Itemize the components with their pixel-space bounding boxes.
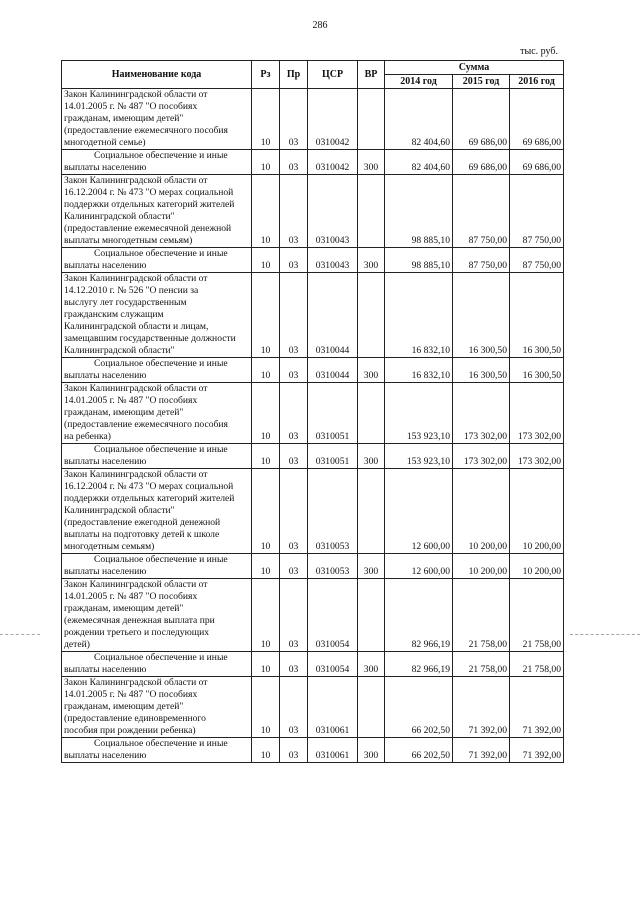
cell-vr: 300	[358, 738, 385, 763]
cell-vr: 300	[358, 358, 385, 383]
cell-rz: 10	[252, 444, 280, 469]
cell-rz: 10	[252, 89, 280, 150]
cell-pr: 03	[280, 444, 308, 469]
header-pr: Пр	[280, 61, 308, 89]
cell-csr: 0310043	[308, 175, 358, 248]
cell-pr: 03	[280, 150, 308, 175]
cell-2016: 69 686,00	[510, 150, 564, 175]
cell-vr	[358, 469, 385, 554]
cell-2014: 12 600,00	[385, 554, 453, 579]
table-row-subitem	[62, 150, 564, 175]
cell-vr: 300	[358, 554, 385, 579]
cell-2015: 71 392,00	[453, 677, 510, 738]
cell-2014: 153 923,10	[385, 383, 453, 444]
budget-table	[61, 60, 564, 763]
cell-rz: 10	[252, 175, 280, 248]
cell-vr	[358, 677, 385, 738]
cell-csr: 0310061	[308, 738, 358, 763]
table-row-law	[62, 469, 564, 554]
cell-rz: 10	[252, 273, 280, 358]
cell-2016: 16 300,50	[510, 273, 564, 358]
cell-2015: 69 686,00	[453, 89, 510, 150]
cell-2014: 66 202,50	[385, 738, 453, 763]
cell-name: Социальное обеспечение и иные выплаты населению	[62, 554, 252, 579]
table-row-subitem	[62, 248, 564, 273]
cell-2015: 10 200,00	[453, 469, 510, 554]
cell-csr: 0310043	[308, 248, 358, 273]
cell-rz: 10	[252, 469, 280, 554]
cell-pr: 03	[280, 677, 308, 738]
cell-pr: 03	[280, 383, 308, 444]
cell-pr: 03	[280, 89, 308, 150]
cell-name: Закон Калининградской области от 14.01.2005 г. № 487 "О пособиях гражданам, имеющим детей" (ежемесячная денежная выплата при рождении третьего и последующих детей)	[62, 579, 252, 652]
cell-pr: 03	[280, 273, 308, 358]
cell-vr	[358, 175, 385, 248]
header-2014: 2014 год	[385, 75, 453, 89]
cell-name: Закон Калининградской области от 16.12.2004 г. № 473 "О мерах социальной поддержки отдельных категорий жителей Калининградской области" (предоставление ежегодной денежной выплаты на подготовку детей к школе многодетным семьям)	[62, 469, 252, 554]
table-row-law	[62, 175, 564, 248]
cell-csr: 0310042	[308, 89, 358, 150]
header-2015: 2015 год	[453, 75, 510, 89]
cell-2015: 16 300,50	[453, 358, 510, 383]
header-csr: ЦСР	[308, 61, 358, 89]
cell-2016: 71 392,00	[510, 677, 564, 738]
table-row-law	[62, 579, 564, 652]
table-header	[62, 61, 564, 89]
cell-name: Социальное обеспечение и иные выплаты населению	[62, 150, 252, 175]
cell-2016: 173 302,00	[510, 383, 564, 444]
cell-2014: 16 832,10	[385, 358, 453, 383]
cell-pr: 03	[280, 579, 308, 652]
cell-csr: 0310053	[308, 554, 358, 579]
cell-pr: 03	[280, 469, 308, 554]
table-row-law	[62, 677, 564, 738]
cell-csr: 0310044	[308, 273, 358, 358]
cell-name: Социальное обеспечение и иные выплаты населению	[62, 738, 252, 763]
cell-2015: 71 392,00	[453, 738, 510, 763]
table-row-law	[62, 89, 564, 150]
cell-2014: 66 202,50	[385, 677, 453, 738]
table-row-subitem	[62, 358, 564, 383]
cell-2015: 87 750,00	[453, 175, 510, 248]
cell-rz: 10	[252, 677, 280, 738]
units-label: тыс. руб.	[520, 46, 558, 57]
cell-csr: 0310061	[308, 677, 358, 738]
cell-2014: 98 885,10	[385, 175, 453, 248]
cell-2015: 87 750,00	[453, 248, 510, 273]
cell-2014: 12 600,00	[385, 469, 453, 554]
cell-csr: 0310042	[308, 150, 358, 175]
cell-vr: 300	[358, 444, 385, 469]
cell-rz: 10	[252, 652, 280, 677]
cell-vr	[358, 273, 385, 358]
cell-2016: 16 300,50	[510, 358, 564, 383]
cell-name: Закон Калининградской области от 14.12.2010 г. № 526 "О пенсии за выслугу лет государственным гражданским служащим Калининградской области и лицам, замещавшим государственные должности Калининградской области"	[62, 273, 252, 358]
cell-name: Социальное обеспечение и иные выплаты населению	[62, 652, 252, 677]
cell-pr: 03	[280, 652, 308, 677]
cell-pr: 03	[280, 738, 308, 763]
cell-vr: 300	[358, 150, 385, 175]
cell-pr: 03	[280, 554, 308, 579]
scan-edge-mark	[0, 634, 40, 635]
cell-vr	[358, 579, 385, 652]
cell-2015: 16 300,50	[453, 273, 510, 358]
header-sum: Сумма	[385, 61, 564, 75]
cell-name: Закон Калининградской области от 14.01.2005 г. № 487 "О пособиях гражданам, имеющим детей" (предоставление единовременного пособия при рождении ребенка)	[62, 677, 252, 738]
cell-csr: 0310051	[308, 383, 358, 444]
cell-2016: 71 392,00	[510, 738, 564, 763]
header-2016: 2016 год	[510, 75, 564, 89]
cell-rz: 10	[252, 738, 280, 763]
cell-csr: 0310044	[308, 358, 358, 383]
cell-csr: 0310054	[308, 652, 358, 677]
cell-2014: 82 966,19	[385, 579, 453, 652]
table-row-law	[62, 383, 564, 444]
table-row-law	[62, 273, 564, 358]
table-row-subitem	[62, 652, 564, 677]
cell-2016: 173 302,00	[510, 444, 564, 469]
cell-2014: 82 966,19	[385, 652, 453, 677]
header-name: Наименование кода	[62, 61, 252, 89]
cell-2015: 173 302,00	[453, 383, 510, 444]
cell-name: Социальное обеспечение и иные выплаты населению	[62, 444, 252, 469]
cell-rz: 10	[252, 383, 280, 444]
cell-2014: 82 404,60	[385, 150, 453, 175]
cell-2016: 10 200,00	[510, 469, 564, 554]
cell-pr: 03	[280, 248, 308, 273]
header-rz: Рз	[252, 61, 280, 89]
table-row-subitem	[62, 554, 564, 579]
cell-2016: 10 200,00	[510, 554, 564, 579]
cell-name: Закон Калининградской области от 14.01.2005 г. № 487 "О пособиях гражданам, имеющим детей" (предоставление ежемесячного пособия многодетной семье)	[62, 89, 252, 150]
cell-2016: 21 758,00	[510, 652, 564, 677]
cell-2016: 21 758,00	[510, 579, 564, 652]
cell-2014: 82 404,60	[385, 89, 453, 150]
cell-rz: 10	[252, 248, 280, 273]
table-row-subitem	[62, 444, 564, 469]
cell-2014: 16 832,10	[385, 273, 453, 358]
cell-vr: 300	[358, 652, 385, 677]
cell-2016: 87 750,00	[510, 175, 564, 248]
header-vr: ВР	[358, 61, 385, 89]
cell-2014: 98 885,10	[385, 248, 453, 273]
cell-2014: 153 923,10	[385, 444, 453, 469]
cell-pr: 03	[280, 358, 308, 383]
cell-rz: 10	[252, 579, 280, 652]
cell-rz: 10	[252, 554, 280, 579]
cell-rz: 10	[252, 358, 280, 383]
page-number: 286	[312, 20, 328, 31]
cell-name: Закон Калининградской области от 14.01.2005 г. № 487 "О пособиях гражданам, имеющим детей" (предоставление ежемесячного пособия на ребенка)	[62, 383, 252, 444]
cell-2016: 87 750,00	[510, 248, 564, 273]
cell-csr: 0310051	[308, 444, 358, 469]
cell-name: Закон Калининградской области от 16.12.2004 г. № 473 "О мерах социальной поддержки отдельных категорий жителей Калининградской области" (предоставление ежемесячной денежной выплаты многодетным семьям)	[62, 175, 252, 248]
table-row-subitem	[62, 738, 564, 763]
cell-vr	[358, 89, 385, 150]
cell-2015: 69 686,00	[453, 150, 510, 175]
cell-name: Социальное обеспечение и иные выплаты населению	[62, 358, 252, 383]
scan-edge-mark	[570, 634, 640, 635]
cell-csr: 0310054	[308, 579, 358, 652]
cell-pr: 03	[280, 175, 308, 248]
cell-2015: 21 758,00	[453, 652, 510, 677]
cell-2016: 69 686,00	[510, 89, 564, 150]
cell-2015: 21 758,00	[453, 579, 510, 652]
cell-2015: 173 302,00	[453, 444, 510, 469]
cell-name: Социальное обеспечение и иные выплаты населению	[62, 248, 252, 273]
cell-vr	[358, 383, 385, 444]
cell-2015: 10 200,00	[453, 554, 510, 579]
table-body	[62, 89, 564, 763]
cell-csr: 0310053	[308, 469, 358, 554]
cell-rz: 10	[252, 150, 280, 175]
cell-vr: 300	[358, 248, 385, 273]
